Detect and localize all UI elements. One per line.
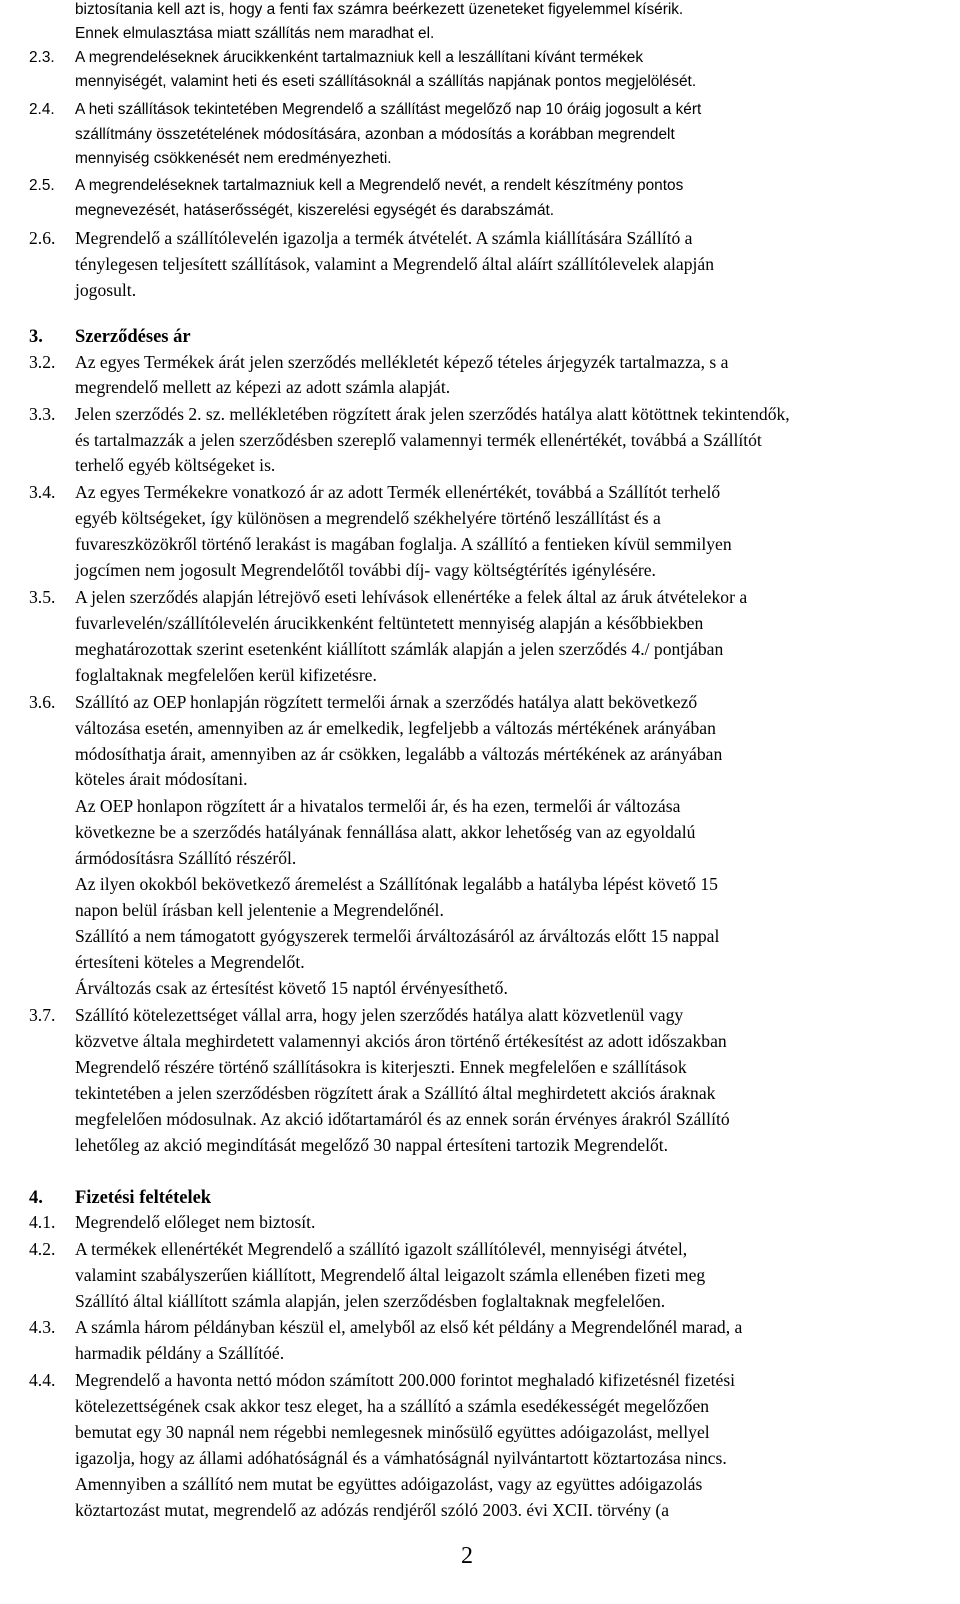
paragraph-line: köteles árait módosítani. <box>75 769 248 789</box>
clause-number: 3. <box>29 327 43 347</box>
paragraph-line: kötelezettségének csak akkor tesz eleget, ha a szállító a számla esedékességét megelőzően <box>75 1396 710 1416</box>
paragraph-line: igazolja, hogy az állami adóhatóságnál és a vámhatóságnál nyilvántartott köztartozása nincs. <box>75 1448 727 1468</box>
paragraph-line: napon belül írásban kell jelentenie a Megrendelőnél. <box>75 900 444 920</box>
clause-number: 2.6. <box>29 228 56 248</box>
paragraph-line: mennyiség csökkenését nem eredményezheti. <box>75 150 392 167</box>
paragraph-line: Az ilyen okokból bekövetkező áremelést a Szállítónak legalább a hatályba lépést követő 15 <box>75 874 718 894</box>
paragraph-line: Szállító kötelezettséget vállal arra, hogy jelen szerződés hatálya alatt közvetlenül vagy <box>75 1005 684 1025</box>
paragraph-line: mennyiségét, valamint heti és eseti szállításoknál a szállítás napjának pontos megjelölését. <box>75 73 697 90</box>
paragraph-line: terhelő egyéb költségeket is. <box>75 455 276 475</box>
section-heading: Szerződéses ár <box>75 327 191 347</box>
section-heading: Fizetési feltételek <box>75 1188 212 1208</box>
paragraph-line: megnevezését, hatáserősségét, kiszerelési egységét és darabszámát. <box>75 202 555 219</box>
paragraph-line: A heti szállítások tekintetében Megrendelő a szállítást megelőző nap 10 óráig jogosult a kért <box>75 101 702 118</box>
clause-number: 3.5. <box>29 587 56 607</box>
paragraph-line: harmadik példány a Szállítóé. <box>75 1343 285 1363</box>
paragraph-line: Amennyiben a szállító nem mutat be együttes adóigazolást, vagy az együttes adóigazolás <box>75 1474 703 1494</box>
paragraph-line: A számla három példányban készül el, amelyből az első két példány a Megrendelőnél marad, a <box>75 1317 743 1337</box>
paragraph-line: értesíteni köteles a Megrendelőt. <box>75 952 305 972</box>
paragraph-line: biztosítania kell azt is, hogy a fenti fax számra beérkezett üzeneteket figyelemmel kísérik. <box>75 1 684 18</box>
clause-number: 4.4. <box>29 1370 56 1390</box>
clause-number: 3.4. <box>29 482 56 502</box>
paragraph-line: Az egyes Termékekre vonatkozó ár az adott Termék ellenértékét, továbbá a Szállítót terhelő <box>75 482 721 502</box>
paragraph-line: Szállító által kiállított számla alapján, jelen szerződésben foglaltaknak megfelelően. <box>75 1291 666 1311</box>
paragraph-line: bemutat egy 30 napnál nem régebbi nemlegesnek minősülő együttes adóigazolást, mellyel <box>75 1422 710 1442</box>
paragraph-line: és tartalmazzák a jelen szerződésben szereplő valamennyi termék ellenértékét, továbbá a Szállítót <box>75 430 762 450</box>
clause-number: 3.7. <box>29 1005 56 1025</box>
paragraph-line: Szállító a nem támogatott gyógyszerek termelői árváltozásáról az árváltozás előtt 15 nappal <box>75 926 720 946</box>
paragraph-line: Árváltozás csak az értesítést követő 15 naptól érvényesíthető. <box>75 978 508 998</box>
clause-number: 4.3. <box>29 1317 56 1337</box>
paragraph-line: A megrendeléseknek tartalmazniuk kell a Megrendelő nevét, a rendelt készítmény pontos <box>75 177 684 194</box>
clause-number: 4. <box>29 1188 43 1208</box>
clause-number: 3.2. <box>29 352 56 372</box>
clause-number: 2.4. <box>29 101 55 118</box>
paragraph-line: fuvareszközökről történő lerakást is magában foglalja. A szállító a fentieken kívül semmilyen <box>75 534 732 554</box>
paragraph-line: köztartozást mutat, megrendelő az adózás rendjéről szóló 2003. évi XCII. törvény (a <box>75 1500 670 1520</box>
paragraph-line: megfelelően módosulnak. Az akció időtartamáról és az ennek során érvényes árakról Szállító <box>75 1109 730 1129</box>
clause-number: 3.6. <box>29 692 56 712</box>
paragraph-line: Az egyes Termékek árát jelen szerződés mellékletét képező tételes árjegyzék tartalmazza, s a <box>75 352 729 372</box>
paragraph-line: ténylegesen teljesített szállítások, valamint a Megrendelő által aláírt szállítólevelek alapján <box>75 254 714 274</box>
paragraph-line: változása esetén, amennyiben az ár emelkedik, legfeljebb a változás mértékének arányában <box>75 718 716 738</box>
paragraph-line: következne be a szerződés hatályának fennállása alatt, akkor lehetőség van az egyoldalú <box>75 822 696 842</box>
paragraph-line: jogosult. <box>75 280 137 300</box>
paragraph-line: szállítmány összetételének módosítására, azonban a módosítás a korábban megrendelt <box>75 126 675 143</box>
paragraph-line: foglaltaknak megfelelően kerül kifizetésre. <box>75 665 377 685</box>
paragraph-line: Megrendelő a szállítólevelén igazolja a termék átvételét. A számla kiállítására Szállító a <box>75 228 693 248</box>
paragraph-line: Szállító az OEP honlapján rögzített termelői árnak a szerződés hatálya alatt bekövetkező <box>75 692 698 712</box>
paragraph-line: meghatározottak szerint esetenként kiállított számlák alapján a jelen szerződés 4./ pontjában <box>75 639 724 659</box>
paragraph-line: Megrendelő előleget nem biztosít. <box>75 1212 316 1232</box>
paragraph-line: módosíthatja árait, amennyiben az ár csökken, legalább a változás mértékének az arányában <box>75 744 723 764</box>
paragraph-line: egyéb költségeket, így különösen a megrendelő székhelyére történő leszállítást és a <box>75 508 661 528</box>
clause-number: 4.1. <box>29 1212 56 1232</box>
paragraph-line: közvetve általa meghirdetett valamennyi akciós áron történő értékesítést az adott időszakban <box>75 1031 727 1051</box>
paragraph-line: megrendelő mellett az képezi az adott számla alapját. <box>75 377 451 397</box>
page-number: 2 <box>461 1543 473 1569</box>
paragraph-line: valamint szabályszerűen kiállított, Megrendelő által leigazolt számla ellenében fizeti meg <box>75 1265 706 1285</box>
paragraph-line: lehetőleg az akció megindítását megelőző 30 nappal értesíteni tartozik Megrendelőt. <box>75 1135 669 1155</box>
paragraph-line: Ennek elmulasztása miatt szállítás nem maradhat el. <box>75 25 435 42</box>
clause-number: 2.5. <box>29 177 55 194</box>
paragraph-line: Jelen szerződés 2. sz. mellékletében rögzített árak jelen szerződés hatálya alatt kötöttnek tekintendők, <box>75 404 790 424</box>
paragraph-line: ármódosításra Szállító részéről. <box>75 848 297 868</box>
paragraph-line: Az OEP honlapon rögzített ár a hivatalos termelői ár, és ha ezen, termelői ár változása <box>75 796 681 816</box>
clause-number: 3.3. <box>29 404 56 424</box>
paragraph-line: A jelen szerződés alapján létrejövő eseti lehívások ellenértéke a felek által az áruk átvételekor a <box>75 587 748 607</box>
paragraph-line: fuvarlevelén/szállítólevelén árucikkenként feltüntetett mennyiség alapján a későbbiekben <box>75 613 704 633</box>
paragraph-line: jogcímen nem jogosult Megrendelőtől további díj- vagy költségtérítés igénylésére. <box>75 560 656 580</box>
paragraph-line: Megrendelő a havonta nettó módon számított 200.000 forintot meghaladó kifizetésnél fizetési <box>75 1370 736 1390</box>
paragraph-line: tekintetében a jelen szerződésben rögzített árak a Szállító által meghirdetett akciós áraknak <box>75 1083 716 1103</box>
paragraph-line: A termékek ellenértékét Megrendelő a szállító igazolt szállítólevél, mennyiségi átvétel, <box>75 1239 688 1259</box>
paragraph-line: Megrendelő részére történő szállításokra is kiterjeszti. Ennek megfelelően e szállítások <box>75 1057 687 1077</box>
clause-number: 2.3. <box>29 49 55 66</box>
paragraph-line: A megrendeléseknek árucikkenként tartalmazniuk kell a leszállítani kívánt termékek <box>75 49 644 66</box>
clause-number: 4.2. <box>29 1239 56 1259</box>
